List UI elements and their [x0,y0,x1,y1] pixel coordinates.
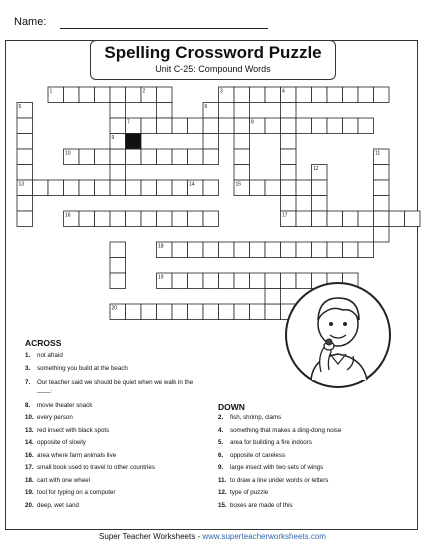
grid-number: 20 [111,305,118,312]
grid-cell[interactable] [312,196,328,212]
grid-black-cell [126,134,142,150]
clue-number: 15. [218,502,227,509]
clue-text: cart with one wheel [37,477,90,484]
grid-cell[interactable] [17,196,33,212]
grid-cell[interactable] [343,118,359,134]
down-clue [218,414,410,421]
grid-cell[interactable] [296,87,312,103]
grid-cell[interactable] [17,149,33,165]
grid-cell[interactable] [157,118,173,134]
grid-cell[interactable] [234,165,250,181]
clue-number: 2. [218,414,224,421]
grid-cell[interactable] [110,273,126,289]
title-box [90,40,336,80]
grid-cell[interactable] [79,180,95,196]
grid-cell[interactable] [157,180,173,196]
clue-number: 20. [25,502,34,509]
across-clue [25,427,207,434]
grid-cell[interactable] [281,118,297,134]
grid-cell[interactable] [296,180,312,196]
grid-cell[interactable] [141,180,157,196]
grid-cell[interactable] [343,211,359,227]
grid-cell[interactable] [250,87,266,103]
down-clue [218,464,410,471]
grid-cell[interactable] [234,118,250,134]
clue-text: Our teacher said we should be quiet when we walk in the ____. [37,379,194,394]
grid-cell[interactable] [79,211,95,227]
grid-number: 14 [189,181,195,188]
grid-cell[interactable] [126,180,142,196]
grid-cell[interactable] [405,211,421,227]
grid-cell[interactable] [157,211,173,227]
clue-number: 3. [25,365,31,372]
clue-number: 1. [25,352,31,359]
across-clue [25,502,207,509]
grid-cell[interactable] [64,87,80,103]
clue-text: every person [37,414,73,421]
grid-number: 16 [65,212,71,219]
grid-cell[interactable] [110,165,126,181]
across-clue [25,489,207,496]
clue-text: boxes are made of this [230,502,293,509]
clue-text: small book used to travel to other countries [37,464,155,471]
grid-cell[interactable] [281,103,297,119]
grid-cell[interactable] [17,118,33,134]
grid-cell[interactable] [265,242,281,258]
grid-cell[interactable] [157,103,173,119]
grid-cell[interactable] [126,149,142,165]
grid-cell[interactable] [343,242,359,258]
grid-cell[interactable] [172,242,188,258]
grid-cell[interactable] [172,211,188,227]
grid-cell[interactable] [234,242,250,258]
clue-number: 5. [218,439,224,446]
down-clue [218,439,410,446]
grid-number: 3 [220,88,223,95]
grid-cell[interactable] [374,211,390,227]
grid-cell[interactable] [234,149,250,165]
grid-cell[interactable] [312,118,328,134]
grid-cell[interactable] [95,180,111,196]
clue-text: movie theater snack [37,402,93,409]
grid-cell[interactable] [219,242,235,258]
grid-cell[interactable] [265,304,281,320]
across-clue [25,365,207,372]
clue-text: tool for typing on a computer [37,489,116,496]
across-clue [25,452,207,459]
clue-text: deep, wet sand [37,502,79,509]
grid-cell[interactable] [281,134,297,150]
grid-cell[interactable] [95,87,111,103]
across-clue [25,464,207,471]
grid-cell[interactable] [172,180,188,196]
grid-cell[interactable] [281,242,297,258]
grid-cell[interactable] [188,149,204,165]
grid-cell[interactable] [110,242,126,258]
clue-number: 16. [25,452,34,459]
down-heading: DOWN [218,402,245,412]
clue-text: to draw a line under words or letters [230,477,329,484]
grid-cell[interactable] [327,242,343,258]
clue-number: 18. [25,477,34,484]
across-clue [25,402,207,409]
grid-cell[interactable] [250,242,266,258]
clue-number: 4. [218,427,224,434]
grid-number: 8 [251,119,254,126]
grid-cell[interactable] [358,242,374,258]
grid-cell[interactable] [79,149,95,165]
clue-number: 10. [25,414,34,421]
grid-cell[interactable] [203,304,219,320]
grid-cell[interactable] [17,134,33,150]
grid-cell[interactable] [188,118,204,134]
clue-text: something you build at the beach [37,365,128,372]
across-clue [25,379,207,393]
down-clue [218,489,410,496]
clue-number: 19. [25,489,34,496]
grid-cell[interactable] [64,180,80,196]
clue-number: 9. [218,464,224,471]
grid-cell[interactable] [250,180,266,196]
grid-cell[interactable] [203,273,219,289]
across-clue [25,477,207,484]
grid-cell[interactable] [203,180,219,196]
grid-number: 1 [49,88,53,95]
grid-number: 10 [65,150,71,157]
across-clue [25,414,207,421]
grid-cell[interactable] [358,211,374,227]
grid-cell[interactable] [281,165,297,181]
grid-cell[interactable] [33,180,49,196]
down-clue [218,427,410,434]
grid-cell[interactable] [110,258,126,274]
grid-cell[interactable] [110,103,126,119]
grid-cell[interactable] [188,242,204,258]
clue-number: 11. [218,477,227,484]
grid-cell[interactable] [157,149,173,165]
grid-cell[interactable] [265,289,281,305]
grid-cell[interactable] [17,211,33,227]
grid-cell[interactable] [234,134,250,150]
grid-cell[interactable] [389,211,405,227]
grid-cell[interactable] [327,87,343,103]
grid-cell[interactable] [358,87,374,103]
grid-cell[interactable] [188,211,204,227]
clue-number: 17. [25,464,34,471]
grid-cell[interactable] [110,87,126,103]
grid-cell[interactable] [95,149,111,165]
grid-cell[interactable] [157,304,173,320]
grid-cell[interactable] [327,211,343,227]
grid-number: 4 [282,88,285,95]
grid-number: 19 [158,274,164,281]
grid-number: 15 [235,181,242,188]
grid-cell[interactable] [17,165,33,181]
footer-prefix: Super Teacher Worksheets - [99,532,203,541]
grid-cell[interactable] [126,211,142,227]
grid-cell[interactable] [327,118,343,134]
grid-cell[interactable] [281,149,297,165]
grid-number: 13 [18,181,25,188]
grid-number: 6 [204,104,208,110]
grid-cell[interactable] [188,304,204,320]
clue-number: 7. [25,379,31,386]
clue-number: 12. [218,489,227,496]
grid-cell[interactable] [141,118,157,134]
clue-text: fish, shrimp, clams [230,414,282,421]
clue-text: not afraid [37,352,63,359]
grid-cell[interactable] [141,304,157,320]
grid-cell[interactable] [203,118,219,134]
grid-cell[interactable] [110,149,126,165]
grid-cell[interactable] [126,304,142,320]
clue-text: area where farm animals live [37,452,117,459]
grid-cell[interactable] [172,118,188,134]
grid-cell[interactable] [312,87,328,103]
grid-cell[interactable] [281,196,297,212]
grid-cell[interactable] [234,87,250,103]
page-subtitle: Unit C-25: Compound Words [155,64,271,74]
grid-cell[interactable] [374,87,390,103]
grid-cell[interactable] [188,273,204,289]
down-clue [218,452,410,459]
across-clue [25,439,207,446]
grid-cell[interactable] [79,87,95,103]
grid-cell[interactable] [219,273,235,289]
grid-cell[interactable] [265,87,281,103]
grid-cell[interactable] [141,211,157,227]
grid-number: 7 [127,119,130,126]
grid-cell[interactable] [343,87,359,103]
grid-cell[interactable] [110,211,126,227]
grid-number: 2 [142,88,146,95]
grid-cell[interactable] [374,180,390,196]
grid-cell[interactable] [203,149,219,165]
grid-cell[interactable] [265,273,281,289]
grid-cell[interactable] [312,211,328,227]
grid-cell[interactable] [296,118,312,134]
grid-cell[interactable] [95,211,111,227]
clue-text: something that makes a ding-dong noise [230,427,342,434]
grid-cell[interactable] [312,180,328,196]
grid-cell[interactable] [374,165,390,181]
clue-number: 14. [25,439,34,446]
grid-cell[interactable] [374,227,390,243]
clue-text: opposite of careless [230,452,286,459]
clue-number: 6. [218,452,224,459]
grid-number: 17 [282,212,288,219]
grid-cell[interactable] [358,118,374,134]
grid-cell[interactable] [141,149,157,165]
grid-cell[interactable] [203,242,219,258]
grid-cell[interactable] [281,180,297,196]
down-clue [218,477,410,484]
grid-cell[interactable] [234,273,250,289]
grid-number: 9 [111,135,115,141]
grid-cell[interactable] [172,273,188,289]
clue-text: area for building a fire indoors [230,439,312,446]
grid-cell[interactable] [203,134,219,150]
grid-number: 5 [18,104,22,110]
grid-cell[interactable] [110,118,126,134]
grid-cell[interactable] [265,180,281,196]
across-heading: ACROSS [25,338,62,348]
boy-with-ladybug-illustration [283,280,393,390]
grid-number: 11 [375,150,381,157]
grid-cell[interactable] [172,149,188,165]
footer [0,532,425,541]
down-clue [218,502,410,509]
grid-cell[interactable] [219,304,235,320]
grid-cell[interactable] [250,273,266,289]
grid-cell[interactable] [234,103,250,119]
grid-cell[interactable] [234,304,250,320]
grid-number: 18 [158,243,164,250]
grid-cell[interactable] [312,242,328,258]
page-title: Spelling Crossword Puzzle [104,43,322,62]
grid-cell[interactable] [296,211,312,227]
footer-link[interactable]: www.superteacherworksheets.com [202,532,326,541]
clue-text: type of puzzle [230,489,269,496]
grid-cell[interactable] [172,304,188,320]
clue-number: 8. [25,402,31,409]
grid-cell[interactable] [374,196,390,212]
grid-cell[interactable] [250,304,266,320]
grid-cell[interactable] [203,211,219,227]
clue-number: 13. [25,427,34,434]
grid-cell[interactable] [296,242,312,258]
clue-text: red insect with black spots [37,427,110,434]
clue-text: opposite of slowly [37,439,86,446]
grid-cell[interactable] [157,87,173,103]
grid-cell[interactable] [48,180,64,196]
across-clue [25,352,207,359]
clue-text: large insect with two sets of wings [230,464,324,471]
name-label: Name: [14,16,47,28]
grid-number: 12 [313,166,319,172]
grid-cell[interactable] [110,180,126,196]
grid-cell[interactable] [265,118,281,134]
grid-cell[interactable] [219,118,235,134]
grid-cell[interactable] [126,87,142,103]
